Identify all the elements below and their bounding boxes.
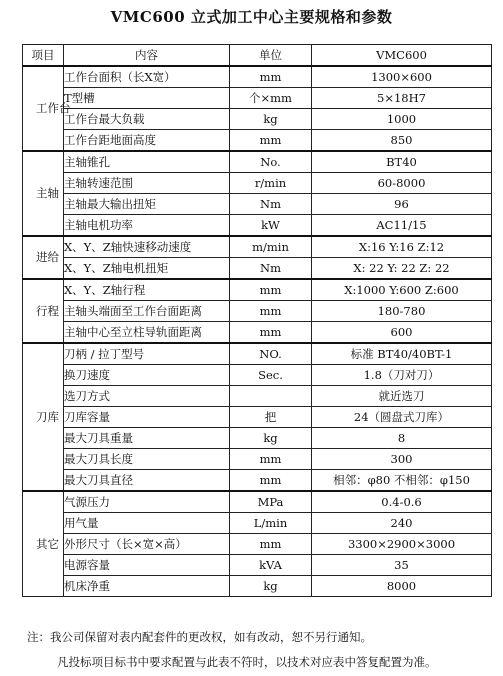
value-cell: 600: [312, 322, 492, 344]
unit-cell: L/min: [230, 513, 312, 534]
value-cell: X:1000 Y:600 Z:600: [312, 279, 492, 301]
item-cell: 最大刀具直径: [64, 470, 230, 492]
unit-cell: mm: [230, 66, 312, 88]
table-row: [23, 258, 492, 280]
table-row: [23, 491, 492, 513]
table-row: [23, 534, 492, 555]
table-row: [23, 215, 492, 237]
item-cell: 主轴转速范围: [64, 173, 230, 194]
note-line-1: 注：我公司保留对表内配套件的更改权，如有改动，恕不另行通知。: [27, 630, 372, 644]
unit-cell: kg: [230, 428, 312, 449]
value-cell: 1.8（刀对刀）: [312, 365, 492, 386]
value-cell: 1300×600: [312, 66, 492, 88]
unit-cell: mm: [230, 279, 312, 301]
value-cell: 300: [312, 449, 492, 470]
unit-cell: mm: [230, 130, 312, 152]
group-label-text: 其它: [36, 536, 59, 551]
table-row: [23, 449, 492, 470]
item-cell: 主轴电机功率: [64, 215, 230, 237]
unit-cell: MPa: [230, 491, 312, 513]
table-row: [23, 88, 492, 109]
table-row: [23, 279, 492, 301]
unit-cell: r/min: [230, 173, 312, 194]
unit-cell: 把: [230, 407, 312, 428]
value-cell: 35: [312, 555, 492, 576]
unit-cell: mm: [230, 534, 312, 555]
table-row: [23, 130, 492, 152]
item-cell: 刀库容量: [64, 407, 230, 428]
unit-cell: mm: [230, 322, 312, 344]
value-cell: 850: [312, 130, 492, 152]
value-cell: BT40: [312, 151, 492, 173]
item-cell: 外形尺寸（长×宽×高）: [64, 534, 230, 555]
unit-cell: m/min: [230, 236, 312, 258]
group-label-text: 进给: [36, 250, 59, 264]
group-label: [23, 343, 64, 491]
table-row: [23, 66, 492, 88]
table-row: [23, 194, 492, 215]
unit-cell: [230, 386, 312, 407]
item-cell: 电源容量: [64, 555, 230, 576]
group-label: [23, 491, 64, 597]
table-header-row: [23, 45, 492, 67]
item-cell: 工作台面积（长X宽）: [64, 66, 230, 88]
table-row: [23, 151, 492, 173]
group-label: [23, 279, 64, 343]
value-cell: 8000: [312, 576, 492, 597]
table-row: [23, 407, 492, 428]
item-cell: 机床净重: [64, 576, 230, 597]
unit-cell: mm: [230, 301, 312, 322]
group-label: [23, 236, 64, 279]
table-row: [23, 428, 492, 449]
item-cell: X、Y、Z轴行程: [64, 279, 230, 301]
item-cell: 主轴中心至立柱导轨面距离: [64, 322, 230, 344]
group-label-text: 主轴: [36, 186, 59, 200]
value-cell: AC11/15: [312, 215, 492, 237]
item-cell: 气源压力: [64, 491, 230, 513]
unit-cell: 个×mm: [230, 88, 312, 109]
table-row: [23, 386, 492, 407]
item-cell: 换刀速度: [64, 365, 230, 386]
value-cell: 96: [312, 194, 492, 215]
item-cell: 用气量: [64, 513, 230, 534]
item-cell: 选刀方式: [64, 386, 230, 407]
value-cell: 180-780: [312, 301, 492, 322]
item-cell: T型槽: [64, 88, 230, 109]
value-cell: 24（圆盘式刀库）: [312, 407, 492, 428]
header-unit: 单位: [230, 45, 312, 67]
table-row: [23, 109, 492, 130]
item-cell: X、Y、Z轴电机扭矩: [64, 258, 230, 280]
table-row: [23, 343, 492, 365]
value-cell: 240: [312, 513, 492, 534]
group-label: [23, 151, 64, 236]
table-row: [23, 513, 492, 534]
table-row: [23, 322, 492, 344]
note-line-2: 凡投标项目标书中要求配置与此表不符时，以技术对应表中答复配置为准。: [57, 655, 437, 669]
unit-cell: mm: [230, 449, 312, 470]
group-label-text: 刀库: [36, 409, 59, 424]
item-cell: 最大刀具长度: [64, 449, 230, 470]
value-cell: 8: [312, 428, 492, 449]
unit-cell: kg: [230, 576, 312, 597]
item-cell: 工作台距地面高度: [64, 130, 230, 152]
header-group: 项目: [23, 45, 64, 67]
item-cell: 刀柄 / 拉丁型号: [64, 343, 230, 365]
unit-cell: Nm: [230, 258, 312, 280]
header-item: 内容: [64, 45, 230, 67]
item-cell: 主轴最大输出扭矩: [64, 194, 230, 215]
unit-cell: mm: [230, 470, 312, 492]
group-label-text: 工作台: [36, 101, 71, 115]
value-cell: 60-8000: [312, 173, 492, 194]
unit-cell: Sec.: [230, 365, 312, 386]
item-cell: 主轴头端面至工作台面距离: [64, 301, 230, 322]
item-cell: 主轴锥孔: [64, 151, 230, 173]
page-title: VMC600 立式加工中心主要规格和参数: [110, 8, 393, 26]
header-value: VMC600: [312, 45, 492, 67]
value-cell: 5×18H7: [312, 88, 492, 109]
table-row: [23, 236, 492, 258]
value-cell: 就近选刀: [312, 386, 492, 407]
value-cell: X: 22 Y: 22 Z: 22: [312, 258, 492, 280]
item-cell: 工作台最大负载: [64, 109, 230, 130]
table-row: [23, 301, 492, 322]
unit-cell: No.: [230, 151, 312, 173]
unit-cell: kVA: [230, 555, 312, 576]
group-label: [23, 66, 71, 151]
unit-cell: kg: [230, 109, 312, 130]
value-cell: X:16 Y:16 Z:12: [312, 236, 492, 258]
value-cell: 1000: [312, 109, 492, 130]
item-cell: X、Y、Z轴快速移动速度: [64, 236, 230, 258]
table-row: [23, 365, 492, 386]
spec-table: [22, 44, 492, 597]
table-row: [23, 555, 492, 576]
group-label-text: 行程: [36, 303, 59, 318]
spec-table-body: [23, 66, 492, 597]
table-row: [23, 576, 492, 597]
value-cell: 0.4-0.6: [312, 491, 492, 513]
value-cell: 3300×2900×3000: [312, 534, 492, 555]
value-cell: 标准 BT40/40BT-1: [312, 343, 492, 365]
unit-cell: Nm: [230, 194, 312, 215]
table-row: [23, 173, 492, 194]
unit-cell: kW: [230, 215, 312, 237]
table-row: [23, 470, 492, 492]
unit-cell: NO.: [230, 343, 312, 365]
item-cell: 最大刀具重量: [64, 428, 230, 449]
value-cell: 相邻：φ80 不相邻：φ150: [312, 470, 492, 492]
